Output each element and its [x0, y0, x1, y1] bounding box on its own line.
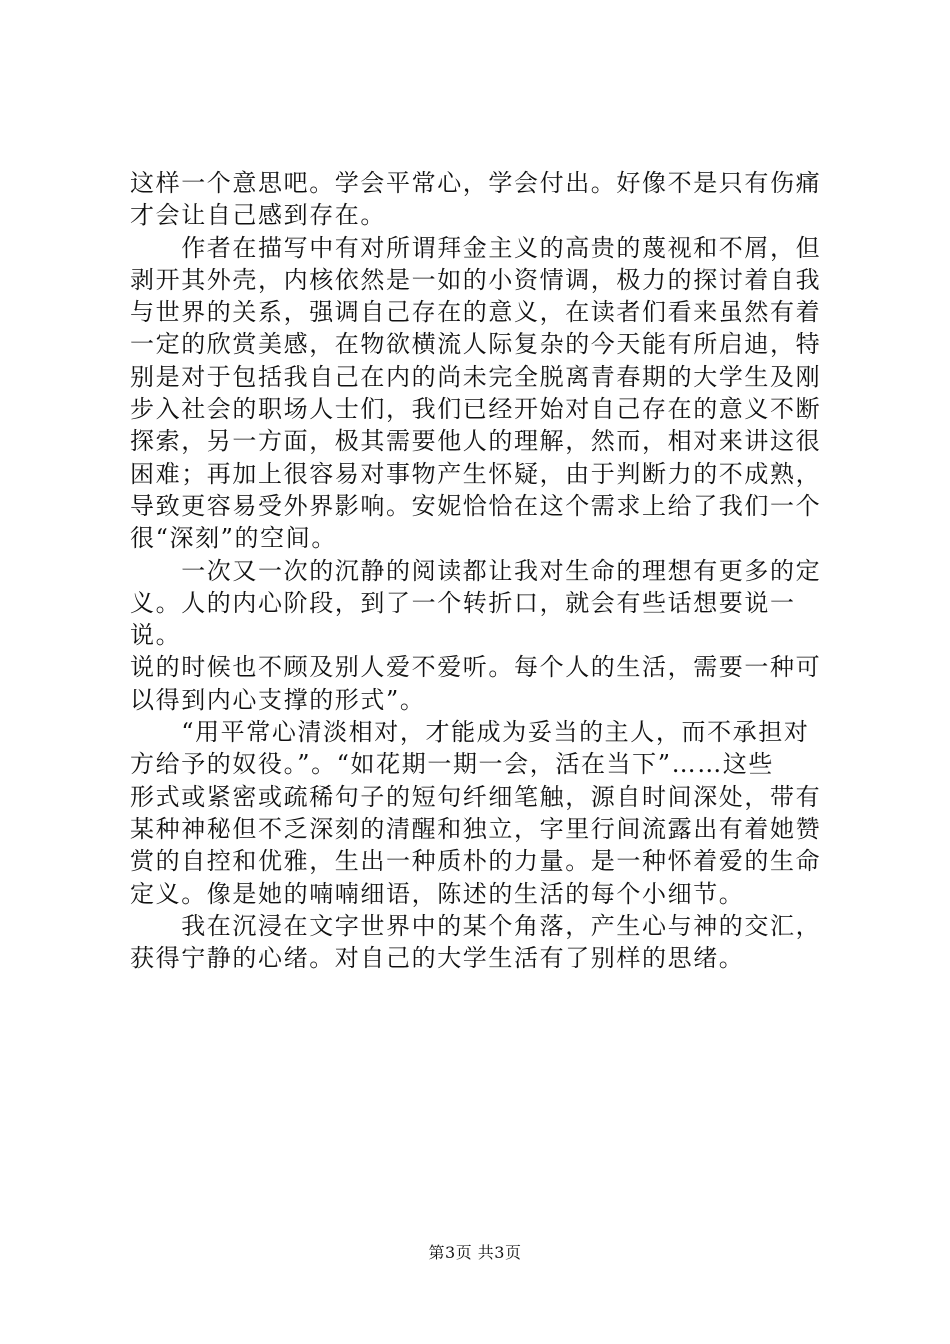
paragraph-1: 这样一个意思吧。学会平常心，学会付出。好像不是只有伤痛 才会让自己感到存在。	[130, 169, 822, 230]
paragraph-4: “用平常心清淡相对，才能成为妥当的主人，而不承担对 方给予的奴役。”。“如花期一期一会，活在当下”……这些 形式或紧密或疏稀句子的短句纤细笔触，源自时间深处，带有 某种神秘但不乏深刻的清醒和独立，字里行间流露出有着她赞 赏的自控和优雅，生出一种质朴的力量。是一种怀着爱的生命 定义。像是她的喃喃细语，陈述的生活的每个小细节。	[130, 718, 822, 908]
paragraph-2: 作者在描写中有对所谓拜金主义的高贵的蔑视和不屑，但 剥开其外壳，内核依然是一如的小资情调，极力的探讨着自我 与世界的关系，强调自己存在的意义，在读者们看来虽然有着 一定的欣赏美感，在物欲横流人际复杂的今天能有所启迪，特 别是对于包括我自己在内的尚未完全脱离青春期的大学生及刚 步入社会的职场人士们，我们已经开始对自己存在的意义不断 探索，另一方面，极其需要他人的理解，然而，相对来讲这很 困难；再加上很容易对事物产生怀疑，由于判断力的不成熟， 导致更容易受外界影响。安妮恰恰在这个需求上给了我们一个 很“深刻”的空间。	[130, 233, 822, 553]
page-number-footer: 第3页 共3页	[428, 1243, 522, 1262]
document-body	[130, 167, 830, 974]
paragraph-3: 一次又一次的沉静的阅读都让我对生命的理想有更多的定 义。人的内心阶段，到了一个转折口，就会有些话想要说一说。 说的时候也不顾及别人爱不爱听。每个人的生活，需要一种可 以得到内心支撑的形式”。	[130, 556, 822, 714]
paragraph-5: 我在沉浸在文字世界中的某个角落，产生心与神的交汇， 获得宁静的心绪。对自己的大学生活有了别样的思绪。	[130, 911, 822, 973]
